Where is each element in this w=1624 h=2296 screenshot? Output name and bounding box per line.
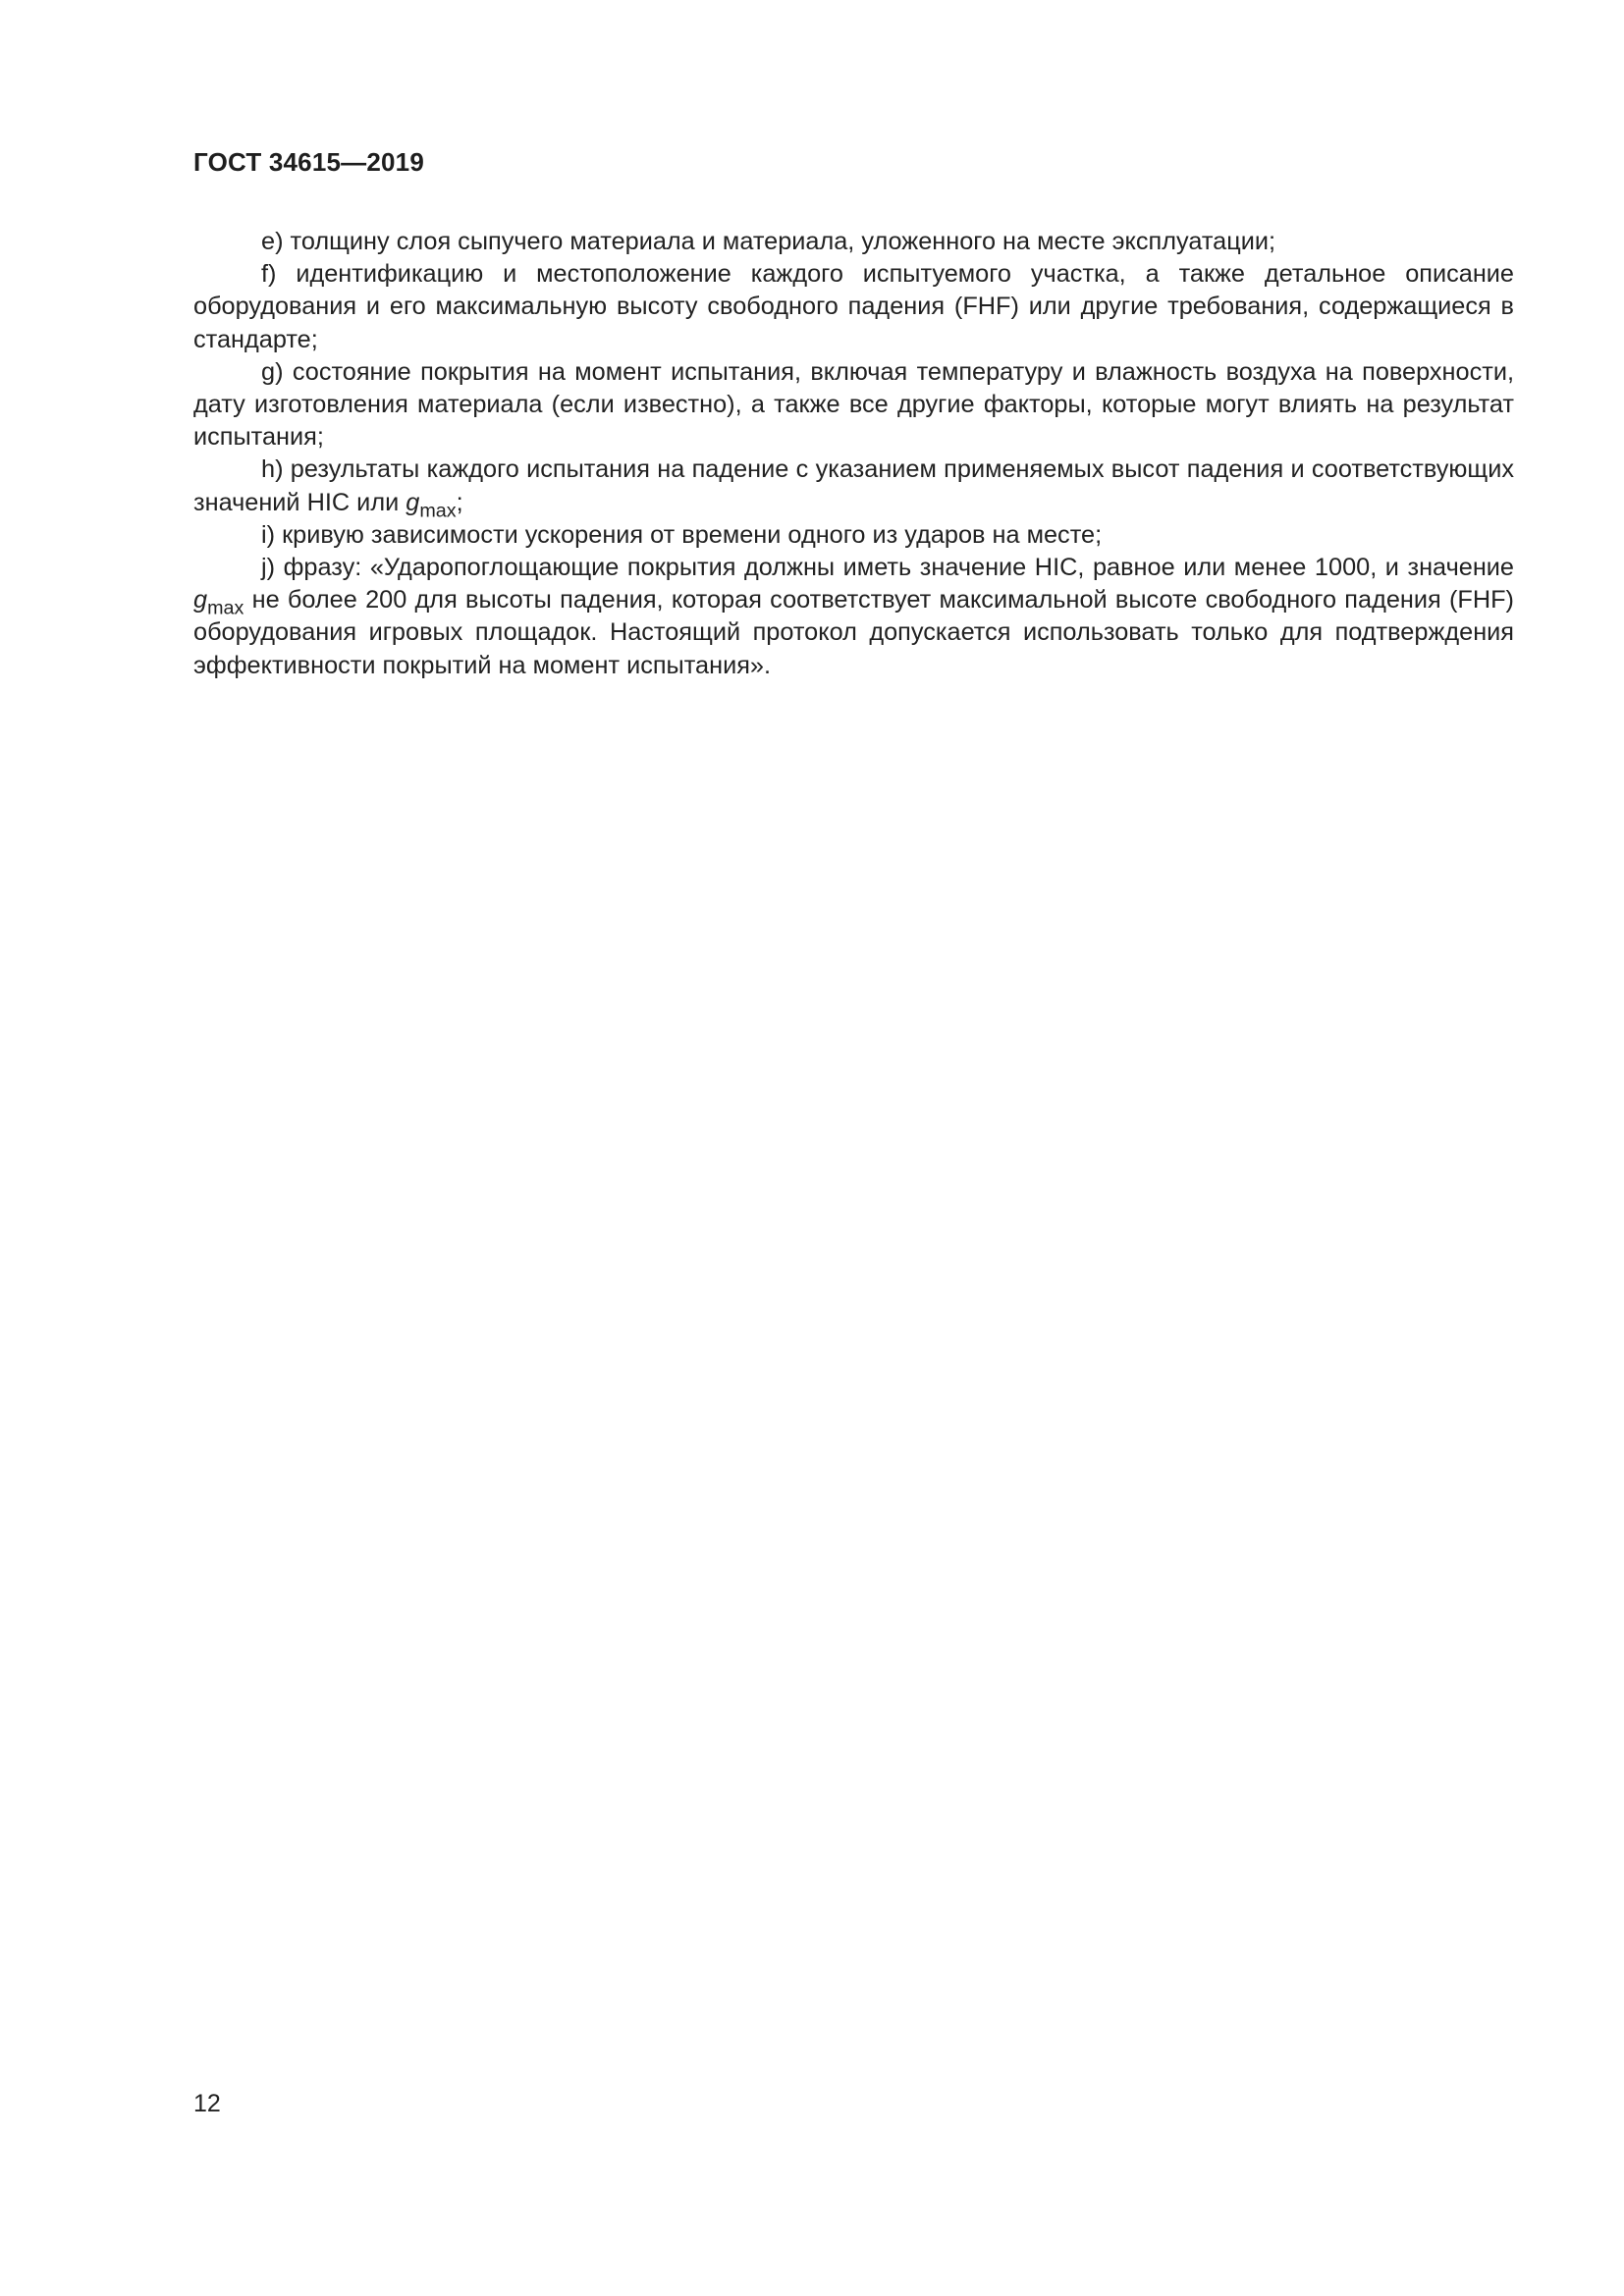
page-number: 12 — [193, 2090, 221, 2117]
paragraph-h — [193, 454, 1514, 521]
paragraph-h-text: h) результаты каждого испытания на падение с указанием применяемых высот падения и соответствующих значений HIC или — [193, 455, 1514, 516]
document-header: ГОСТ 34615—2019 — [193, 147, 424, 177]
gmax-subscript: max — [207, 597, 244, 619]
paragraph-h-end: ; — [456, 488, 463, 516]
paragraph-f: f) идентификацию и местоположение каждого испытуемого участка, а также детальное описание оборудования и его максимальную высоту свободного падения (FHF) или другие требования, содержащиеся в стандарте; — [193, 260, 1514, 353]
paragraph-j-end: не более 200 для высоты падения, которая соответствует максимальной высоте свободного падения (FHF) оборудования игровых площадок. Настоящий протокол допускается использовать только для подтверждения эффективности покрытий на момент испытания». — [193, 586, 1514, 679]
gmax-subscript: max — [419, 499, 457, 521]
gmax-symbol: g — [406, 488, 420, 516]
paragraph-j-text: j) фразу: «Ударопоглощающие покрытия должны иметь значение HIC, равное или менее 1000, и значение — [261, 554, 1514, 582]
paragraph-j — [193, 552, 1514, 682]
paragraph-i: i) кривую зависимости ускорения от времени одного из ударов на месте; — [261, 520, 1103, 549]
paragraph-g: g) состояние покрытия на момент испытания, включая температуру и влажность воздуха на поверхности, дату изготовления материала (если известно), а также все другие факторы, которые могут влиять на результат испытания; — [193, 357, 1514, 452]
document-body — [193, 226, 1514, 682]
gmax-symbol: g — [193, 586, 208, 614]
paragraph-e: е) толщину слоя сыпучего материала и материала, уложенного на месте эксплуатации; — [261, 228, 1276, 255]
